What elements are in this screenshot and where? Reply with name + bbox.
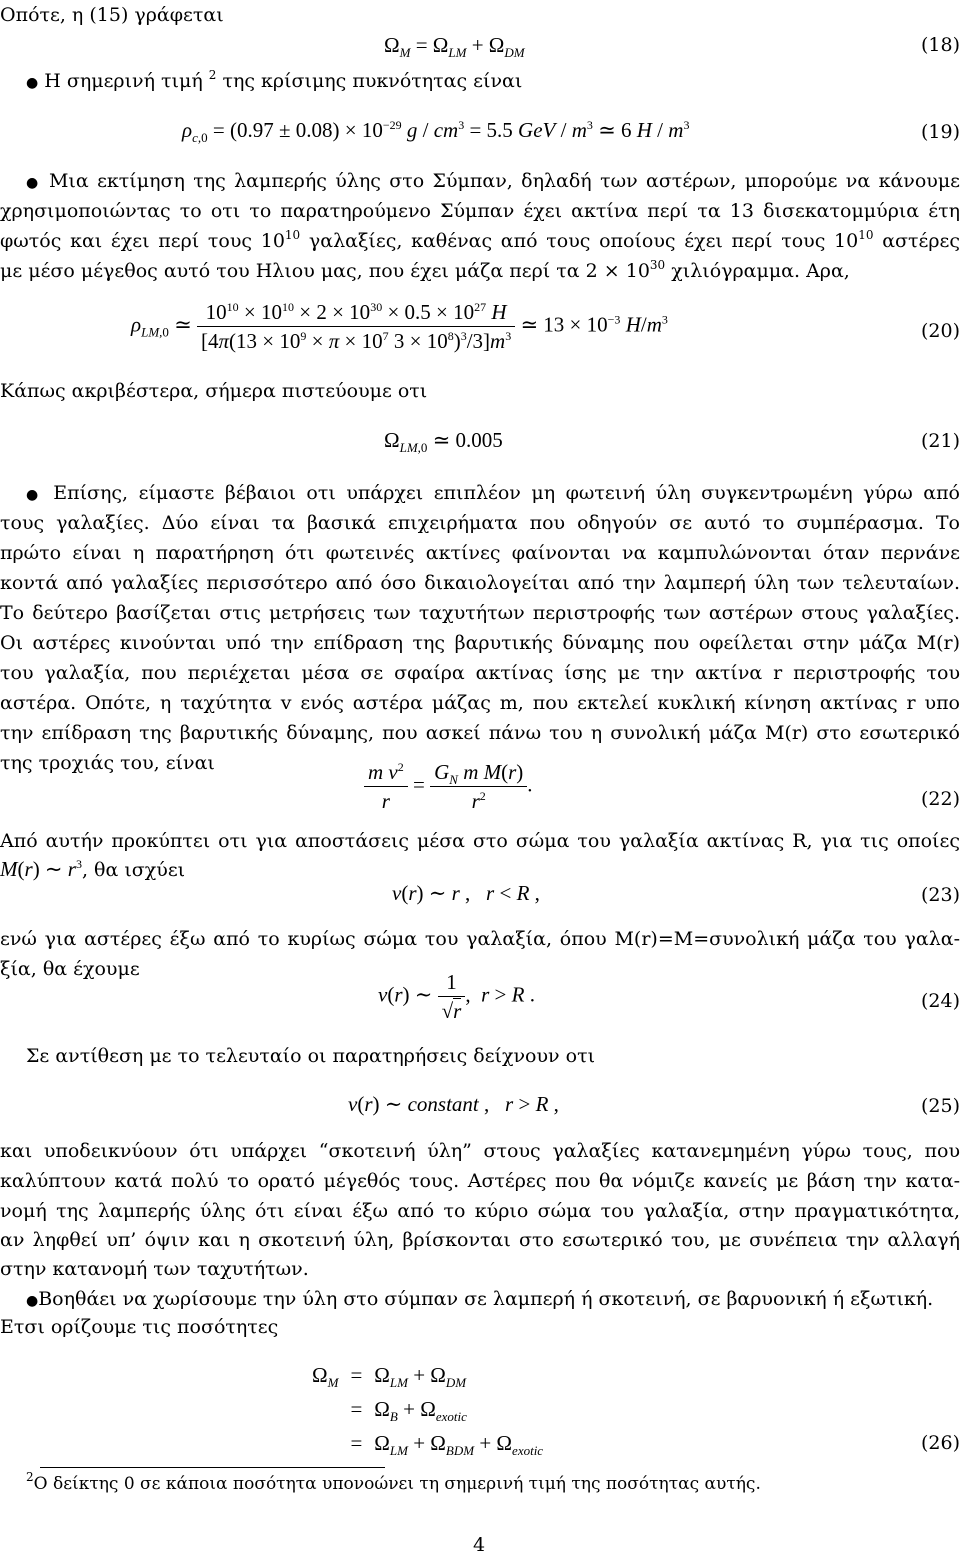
paragraph-line: αστέρα. Οπότε, η ταχύτητα v ενός αστέρα μάζας m, που εκτελεί κυκλική κίνηση ακτίνας r υπο bbox=[0, 692, 960, 714]
equation-26: $\Omega_M$ = $\Omega_{LM} + \Omega_{DM}$ = $\Omega_B + \Omega_{exotic}$ = $\Omega_{LM} + \Omega_{BDM} + \Omega_{exotic}$ bbox=[312, 1362, 544, 1458]
paragraph-line: ξία, θα έχουμε bbox=[0, 958, 140, 980]
equation-number: (18) bbox=[920, 34, 960, 56]
paragraph-line: αν ληφθεί υπ’ όψιν και η σκοτεινή ύλη, βρίσκονται στο εσωτερικό του, με συνέπεια την αλλαγή bbox=[0, 1229, 960, 1251]
paragraph-line: καλύπτουν κατά πολύ το ορατό μέγεθός τους. Αστέρες που θα νόμιζε κανείς με βάση την κατα- bbox=[0, 1170, 960, 1192]
paragraph-line: Οι αστέρες κινούνται υπό την επίδραση της βαρυτικής δύναμης που οφείλεται στην μάζα M(r) bbox=[0, 632, 960, 654]
bullet-item bbox=[26, 70, 522, 94]
paragraph-line: της τροχιάς του, είναι bbox=[0, 752, 215, 774]
text-fragment: χιλιόγραμμα. Αρα, bbox=[671, 260, 850, 282]
text-fragment: φωτός και έχει περί τους 10 bbox=[0, 230, 285, 252]
equation-23: v(r) ∼ r , r < R , bbox=[392, 881, 540, 905]
paragraph-line: στην κατανομή των ταχυτήτων. bbox=[0, 1258, 309, 1280]
paragraph-line: την επίδραση της βαρυτικής δύναμης, που ασκεί πάνω του η συνολική μάζα M(r) στο εσωτερικό bbox=[0, 722, 960, 744]
equation-number: (21) bbox=[920, 430, 960, 452]
bullet-text: Βοηθάει να χωρίσουμε την ύλη στο σύμπαν σε λαμπερή ή σκοτεινή, σε βαρυονική ή εξωτική. bbox=[38, 1288, 934, 1310]
footnote-ref: 2 bbox=[208, 68, 217, 82]
bullet-icon: ● bbox=[26, 487, 43, 503]
bullet-icon: ● bbox=[26, 1293, 39, 1309]
equation-number: (24) bbox=[920, 990, 960, 1012]
equation-number: (22) bbox=[920, 788, 960, 810]
paragraph-line: με μέσο μέγεθος αυτό του Ηλιου μας, που έχει μάζα περί τα $2 \times 10^{30}$ χιλιόγραμμα. Αρα, bbox=[0, 258, 850, 282]
paragraph-line: νομή της λαμπερής ύλης ότι είναι έξω από το κύριο σώμα του γαλαξία, στην πραγματικότητα, bbox=[0, 1200, 960, 1222]
bullet-icon: ● bbox=[26, 75, 39, 91]
paragraph-line: Ετσι ορίζουμε τις ποσότητες bbox=[0, 1316, 279, 1338]
paragraph-line: του γαλαξία, που περιέχεται μέσα σε σφαίρα ακτίνας ίσης με την ακτίνα r περιστροφής του bbox=[0, 662, 960, 684]
footnote-rule bbox=[40, 1467, 385, 1468]
equation-18: $\Omega_M = \Omega_{LM} + \Omega_{DM}$ bbox=[384, 33, 525, 60]
equation-19: $\rho_{c,0} = (0.97 \pm 0.08) \times 10^{-29}$ $g / cm^3 = 5.5$ GeV / $m^3$ ≃ 6 H / $m^3$ bbox=[182, 118, 690, 145]
bullet-text: Επίσης, είμαστε βέβαιοι οτι υπάρχει επιπλέον μη φωτεινή ύλη συγκεντρωμένη γύρω από bbox=[53, 482, 960, 504]
text-fragment: , θα ισχύει bbox=[81, 859, 186, 881]
equation-number: (20) bbox=[920, 320, 960, 342]
paragraph-line: κοντά από γαλαξίες περισσότερο από όσο δικαιολογείται από την λαμπερή ύλη των τελευταίων. bbox=[0, 572, 960, 594]
text-fragment: γαλαξίες, καθένας από τους οποίους έχει περί τους 10 bbox=[308, 230, 859, 252]
paragraph-line bbox=[0, 170, 960, 194]
paragraph-line: φωτός και έχει περί τους $10^{10}$ γαλαξίες, καθένας από τους οποίους έχει περί τους $10^{10}$ αστέρες bbox=[0, 228, 960, 252]
page-number: 4 bbox=[473, 1534, 486, 1556]
equation-22: $\frac{m v^2}{r}$ = $\frac{G_N m M(r)}{r^2}$ . bbox=[364, 760, 533, 813]
equation-20: $\rho_{LM,0}$ ≃ $\frac{10^{10} \times 10^{10} \times 2 \times 10^{30} \times 0.5 \times 10^{27} H}{[4\pi(13 \times 10^9 \times \pi \times 10^7 3 \times 10^8)^3/3]m^3}$ ≃ $13 \times 10^{-3}$ $H/m^3$ bbox=[131, 300, 668, 353]
footnote bbox=[26, 1470, 761, 1494]
paragraph-line: ενώ για αστέρες έξω από το κυρίως σώμα του γαλαξία, όπου M(r)=M=συνολική μάζα του γαλα- bbox=[0, 928, 960, 950]
footnote-mark: 2 bbox=[26, 1470, 34, 1484]
paragraph-line bbox=[0, 482, 960, 506]
footnote-text: Ο δείκτης 0 σε κάποια ποσότητα υπονοώνει τη σημερινή τιμή της ποσότητας αυτής. bbox=[33, 1474, 761, 1494]
text-fragment: αστέρες bbox=[882, 230, 960, 252]
equation-number: (26) bbox=[920, 1432, 960, 1454]
text-fragment: με μέσο μέγεθος αυτό του Ηλιου μας, που έχει μάζα περί τα 2 × 10 bbox=[0, 260, 650, 282]
paragraph-line: τους γαλαξίες. Δύο είναι τα βασικά επιχειρήματα που οδηγούν σε αυτό το συμπέρασμα. Το bbox=[0, 512, 960, 534]
paragraph-line: και υποδεικνύουν ότι υπάρχει “σκοτεινή ύλη” στους γαλαξίες κατανεμημένη γύρω τους, που bbox=[0, 1140, 960, 1162]
equation-21: $\Omega_{LM,0}$ ≃ 0.005 bbox=[384, 428, 503, 455]
bullet-text: Η σημερινή τιμή bbox=[44, 70, 203, 92]
equation-number: (23) bbox=[920, 884, 960, 906]
equation-number: (25) bbox=[920, 1095, 960, 1117]
bullet-item bbox=[26, 1288, 933, 1312]
fraction: $\frac{10^{10} \times 10^{10} \times 2 \times 10^{30} \times 0.5 \times 10^{27} H}{[4\pi(13 \times 10^9 \times \pi \times 10^7 3 \times 10^8)^3/3]m^3}$ bbox=[197, 300, 515, 353]
paragraph-line: Σε αντίθεση με το τελευταίο οι παρατηρήσεις δείχνουν οτι bbox=[26, 1045, 596, 1067]
paragraph-line: Από αυτήν προκύπτει οτι για αποστάσεις μέσα στο σώμα του γαλαξία ακτίνας R, για τις οποίες bbox=[0, 830, 960, 852]
bullet-text-rest: της κρίσιμης πυκνότητας είναι bbox=[222, 70, 523, 92]
paragraph-line: χρησιμοποιώντας το οτι το παρατηρούμενο Σύμπαν έχει ακτίνα περί τα 13 δισεκατομμύρια έτη bbox=[0, 200, 960, 222]
equation-25: v(r) ∼ constant , r > R , bbox=[348, 1092, 559, 1116]
bullet-text: Μια εκτίμηση της λαμπερής ύλης στο Σύμπαν, δηλαδή των αστέρων, μπορούμε να κάνουμε bbox=[48, 170, 960, 192]
paragraph-line: M(r) ∼ $r^3$, θα ισχύει bbox=[0, 857, 186, 881]
paragraph-line: Κάπως ακριβέστερα, σήμερα πιστεύουμε οτι bbox=[0, 380, 428, 402]
equation-number: (19) bbox=[920, 121, 960, 143]
equation-24: v(r) ∼ $\frac{1}{√r}$ , r > R . bbox=[378, 970, 535, 1023]
paragraph-line: Το δεύτερο βασίζεται στις μετρήσεις των ταχυτήτων περιστροφής των αστέρων στους γαλαξίες. bbox=[0, 602, 960, 624]
intro-text: Οπότε, η (15) γράφεται bbox=[0, 4, 224, 26]
bullet-icon: ● bbox=[26, 175, 41, 191]
paragraph-line: πρώτο είναι η παρατήρηση ότι φωτεινές ακτίνες φαίνονται να καμπυλώνονται όταν περνάνε bbox=[0, 542, 960, 564]
